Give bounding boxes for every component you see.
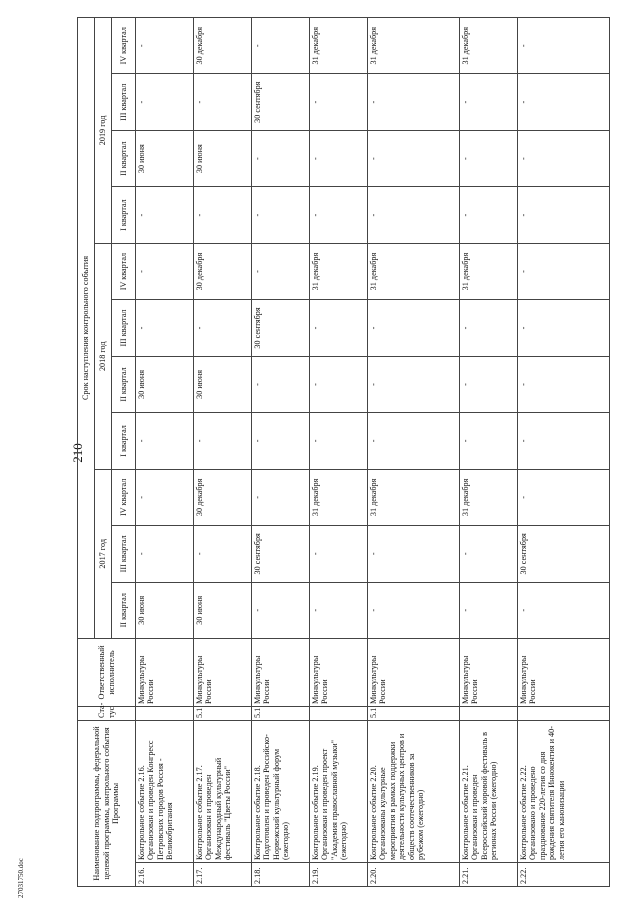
event-name: Контрольное событие 2.21. Организован и проведен Всероссийский хоровой фестиваль в регионах России (ежегодно) [460,720,518,862]
quarter-cell: - [518,582,610,638]
quarter-cell: - [310,582,368,638]
row-number: 2.16. [136,863,194,887]
row-number: 2.19. [310,863,368,887]
row-number: 2.21. [460,863,518,887]
quarter-header: III квартал [112,300,136,356]
quarter-cell: 30 сентября [252,300,310,356]
header-year-2018: 2018 год [95,243,112,469]
quarter-cell: - [252,413,310,469]
responsible-cell: Минкультуры России [368,638,460,706]
quarter-cell: 31 декабря [460,18,518,74]
quarter-cell: - [368,74,460,130]
header-deadline: Срок наступления контрольного события [78,18,95,639]
footer-code: 27031750.doc [17,858,25,898]
quarter-cell: - [136,413,194,469]
quarter-cell: - [368,130,460,186]
quarter-cell: 30 декабря [194,469,252,525]
status-cell [310,706,368,720]
quarter-cell: - [252,582,310,638]
quarter-cell: 30 июня [194,582,252,638]
quarter-cell: 31 декабря [310,243,368,299]
quarter-cell: - [518,300,610,356]
quarter-header: II квартал [112,582,136,638]
event-name: Контрольное событие 2.17. Организован и проведен Международный культурный фестиваль "Цветы России" [194,720,252,862]
quarter-header: IV квартал [112,243,136,299]
status-cell: 5.1 [194,706,252,720]
row-number: 2.22. [518,863,610,887]
quarter-cell: 31 декабря [460,469,518,525]
quarter-cell: - [518,413,610,469]
row-number: 2.20. [368,863,460,887]
header-year-2019: 2019 год [95,18,112,244]
quarter-header: I квартал [112,187,136,243]
event-name: Контрольное событие 2.18. Подготовлен и проведен Российско-Норвежский культурный форум (ежегодно) [252,720,310,862]
header-responsible: Ответственный исполнитель [78,638,136,706]
quarter-cell: 31 декабря [368,469,460,525]
responsible-cell: Минкультуры России [194,638,252,706]
quarter-cell: - [518,187,610,243]
quarter-header: III квартал [112,74,136,130]
quarter-cell: - [460,187,518,243]
quarter-cell: - [460,130,518,186]
table-row [460,18,518,887]
quarter-header: III квартал [112,526,136,582]
table-body [136,18,610,887]
quarter-cell: 31 декабря [310,469,368,525]
event-name: Контрольное событие 2.20. Организованы культурные мероприятия в рамках поддержки деятельности культурных центров и обществ соотечественников за рубежом (ежегодно) [368,720,460,862]
quarter-cell: - [518,243,610,299]
quarter-cell: - [194,526,252,582]
quarter-cell: 30 июня [194,356,252,412]
quarter-cell: - [368,413,460,469]
quarter-cell: - [194,300,252,356]
quarter-cell: - [194,413,252,469]
quarter-cell: - [518,356,610,412]
table-row [136,18,194,887]
quarter-cell: 30 сентября [252,526,310,582]
responsible-cell: Минкультуры России [518,638,610,706]
quarter-cell: - [194,74,252,130]
status-cell: 5.1 [252,706,310,720]
responsible-cell: Минкультуры России [136,638,194,706]
quarter-cell: 30 сентября [252,74,310,130]
quarter-cell: - [368,356,460,412]
table-row [368,18,460,887]
quarter-cell: 30 июня [194,130,252,186]
quarter-cell: 31 декабря [460,243,518,299]
quarter-cell: 31 декабря [368,243,460,299]
quarter-cell: - [252,469,310,525]
quarter-cell: 31 декабря [368,18,460,74]
header-year-2017: 2017 год [95,469,112,638]
quarter-cell: 30 декабря [194,243,252,299]
quarter-cell: - [136,243,194,299]
status-cell [460,706,518,720]
quarter-cell: - [518,130,610,186]
rotated-table-container [77,17,617,887]
responsible-cell: Минкультуры России [252,638,310,706]
quarter-cell: - [310,300,368,356]
event-name: Контрольное событие 2.16. Организован и проведен Конгресс Петровских городов Россия - Великобритания [136,720,194,862]
quarter-header: IV квартал [112,18,136,74]
quarter-cell: - [460,74,518,130]
responsible-cell: Минкультуры России [460,638,518,706]
status-cell: 5.1 [368,706,460,720]
header-name: Наименование подпрограммы, федеральной целевой программы, контрольного события Программы [78,720,136,886]
page-number: 210 [70,443,85,463]
status-cell [136,706,194,720]
quarter-cell: - [136,18,194,74]
quarter-cell: - [310,74,368,130]
quarter-cell: - [460,582,518,638]
quarter-cell: - [368,300,460,356]
quarter-cell: - [518,18,610,74]
quarter-cell: 30 июня [136,356,194,412]
table-row [518,18,610,887]
table-row [310,18,368,887]
quarter-cell: - [252,243,310,299]
quarter-cell: - [310,187,368,243]
quarter-header: II квартал [112,130,136,186]
responsible-cell: Минкультуры России [310,638,368,706]
quarter-header: IV квартал [112,469,136,525]
table-row [252,18,310,887]
row-number: 2.17. [194,863,252,887]
quarter-cell: - [460,526,518,582]
quarter-cell: - [252,130,310,186]
table-row [194,18,252,887]
header-status: Ста-тус [78,706,136,720]
quarter-cell: - [252,356,310,412]
quarter-cell: - [518,469,610,525]
quarter-cell: - [310,526,368,582]
quarter-cell: - [310,130,368,186]
quarter-cell: - [136,469,194,525]
quarter-cell: - [252,187,310,243]
quarter-cell: - [310,356,368,412]
quarter-cell: - [460,413,518,469]
quarter-cell: - [136,74,194,130]
quarter-cell: - [518,74,610,130]
event-name: Контрольное событие 2.19. Организован и проведен проект "Академия православной музыки" (ежегодно) [310,720,368,862]
event-name: Контрольное событие 2.22. Организовано и проведено празднование 220-летия со дня рождения святителя Иннокентия и 40-летия его канонизации [518,720,610,862]
quarter-cell: - [368,582,460,638]
quarter-cell: - [136,300,194,356]
row-number: 2.18. [252,863,310,887]
quarter-cell: - [460,300,518,356]
quarter-cell: - [310,413,368,469]
quarter-header: I квартал [112,413,136,469]
quarter-cell: - [136,187,194,243]
quarter-cell: 30 декабря [194,18,252,74]
quarter-cell: - [194,187,252,243]
quarter-cell: - [460,356,518,412]
quarter-cell: - [368,187,460,243]
quarter-cell: 30 июня [136,130,194,186]
quarter-cell: - [368,526,460,582]
quarter-cell: - [252,18,310,74]
status-cell [518,706,610,720]
quarter-cell: 30 июня [136,582,194,638]
quarter-header: II квартал [112,356,136,412]
quarter-cell: - [136,526,194,582]
quarter-cell: 30 сентября [518,526,610,582]
quarter-cell: 31 декабря [310,18,368,74]
control-events-table [77,17,610,887]
